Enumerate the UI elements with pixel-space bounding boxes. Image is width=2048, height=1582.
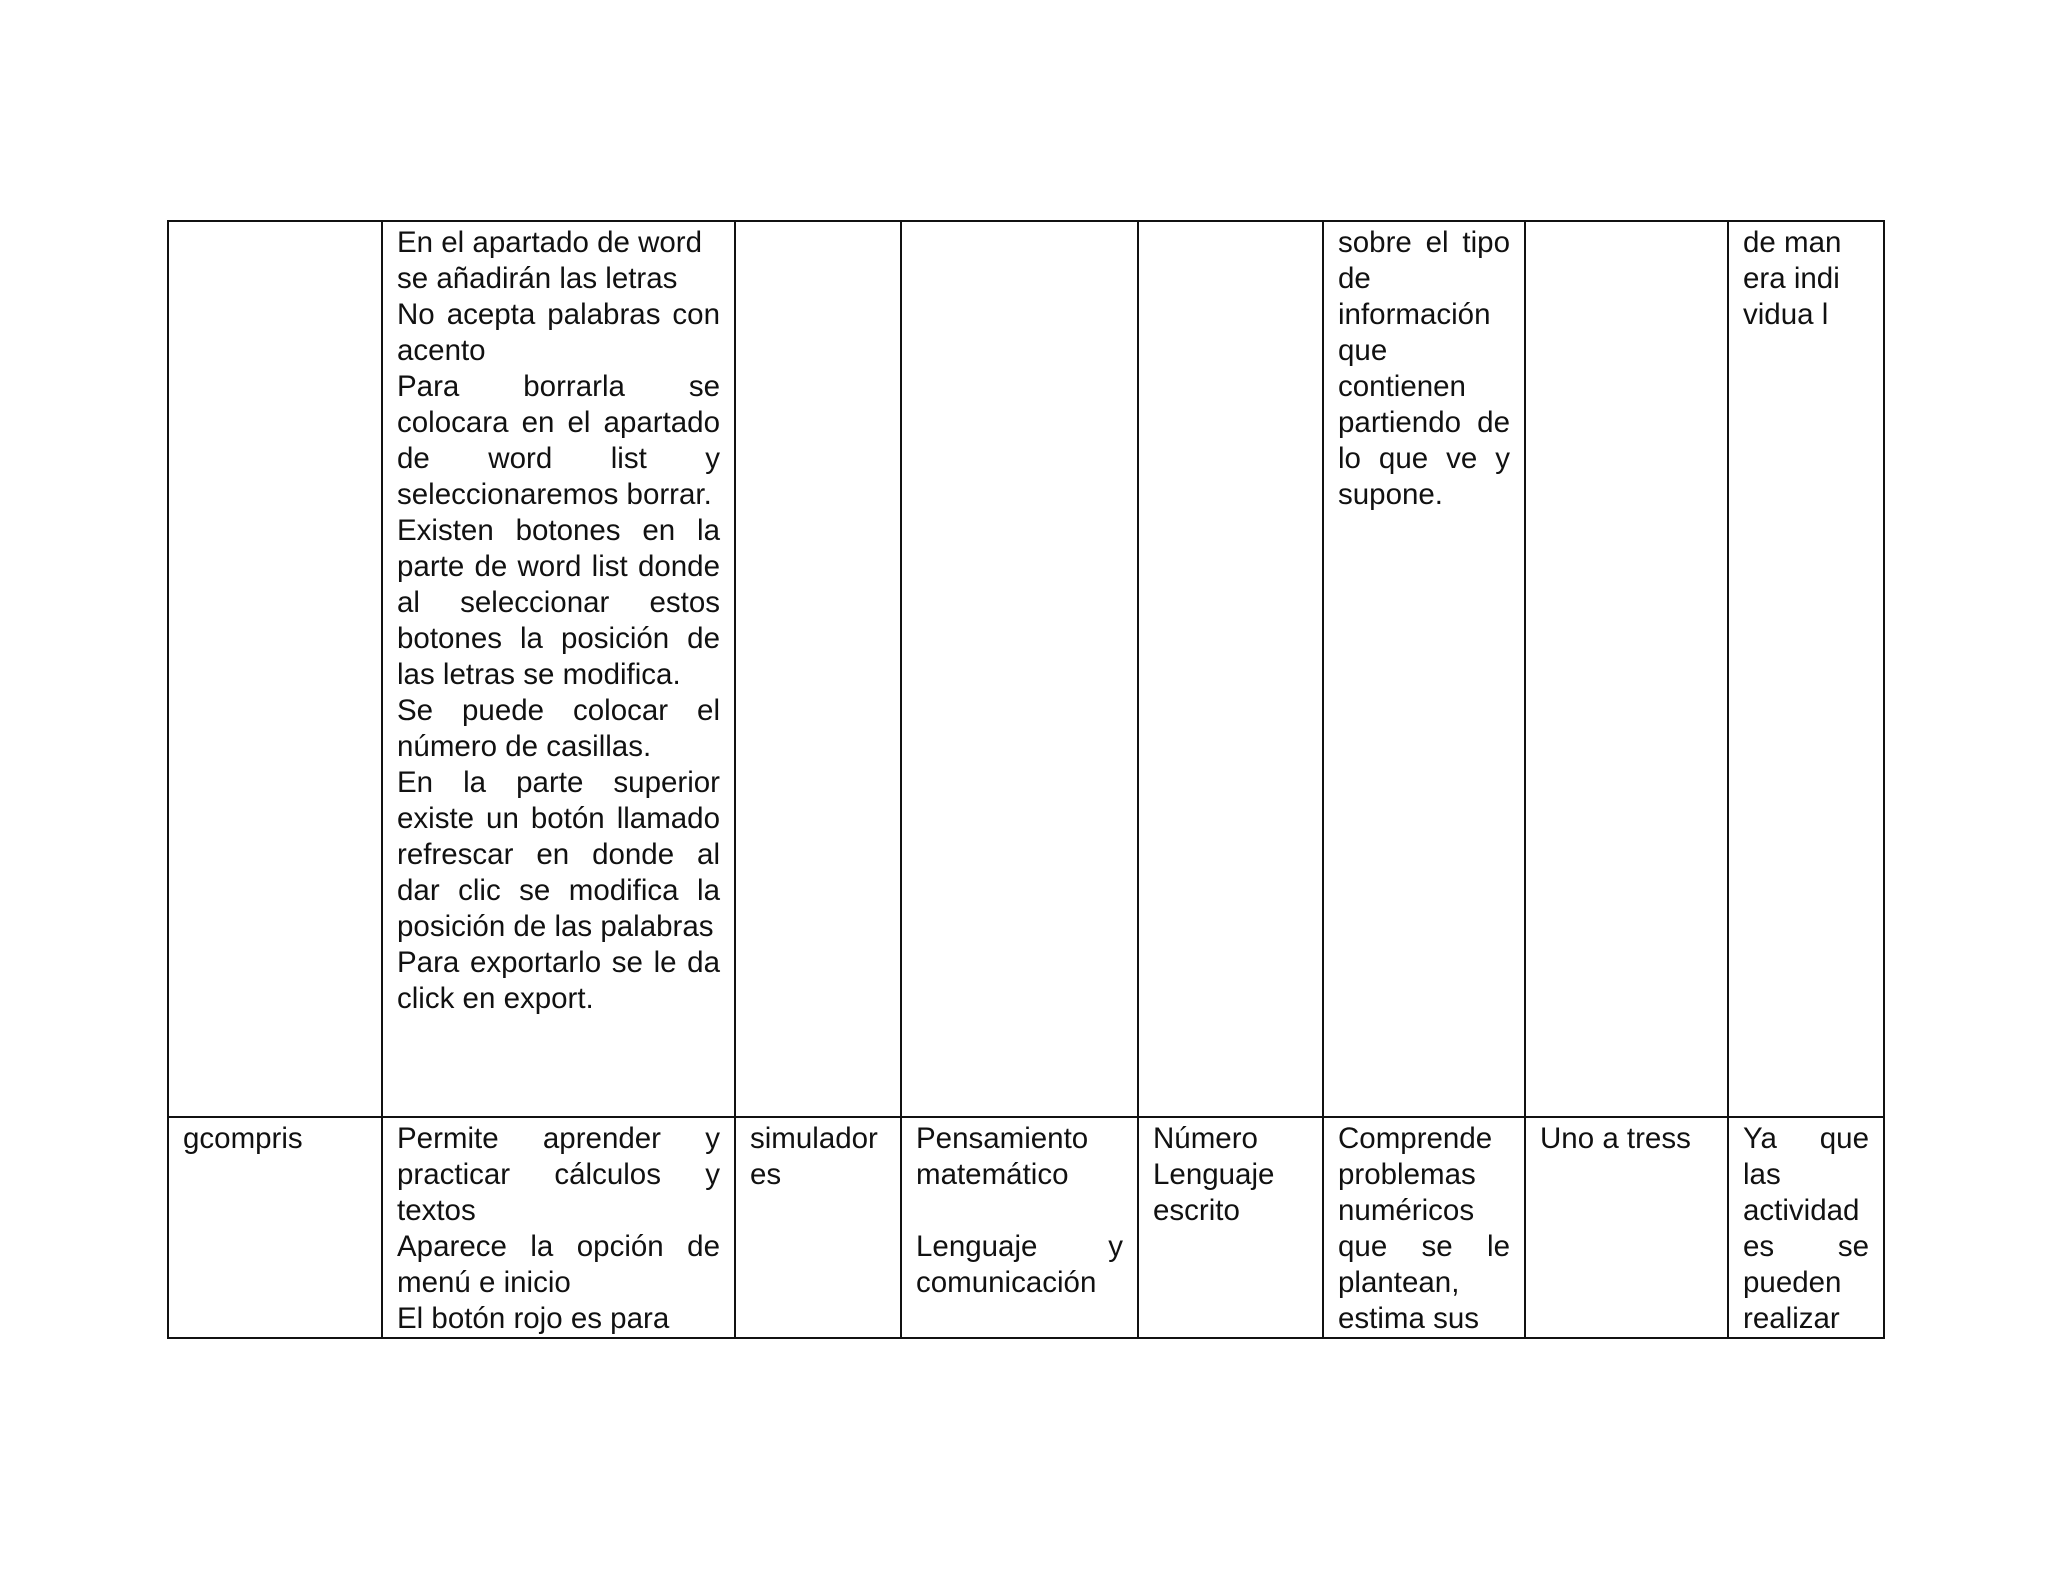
table-cell-aspect — [1138, 221, 1323, 1117]
cell-text: de manera individua l — [1743, 226, 1842, 331]
cell-text: Uno a tress — [1540, 1122, 1691, 1155]
spacer — [916, 1193, 1123, 1229]
table-cell-description — [382, 1117, 735, 1338]
table-cell-competence — [1323, 1117, 1525, 1338]
description-paragraph: Para borrarla se colocara en el apartado de word list y seleccionaremos borrar. — [397, 370, 720, 511]
table-row — [168, 1117, 1884, 1338]
cell-text: sobre el tipo de información que contienen partiendo de lo que ve y supone. — [1338, 226, 1510, 511]
table-cell-justification — [1728, 221, 1884, 1117]
cell-text: simulador es — [750, 1122, 878, 1191]
field-line: Lenguaje y comunicación — [916, 1230, 1123, 1299]
cell-text: Comprende problemas numéricos que se le plantean, estima sus — [1338, 1122, 1510, 1335]
table-cell-field — [901, 221, 1138, 1117]
table-cell-description — [382, 221, 735, 1117]
description-paragraph: Permite aprender y practicar cálculos y textos — [397, 1122, 720, 1227]
table-cell-users — [1525, 1117, 1728, 1338]
description-paragraph: Para exportarlo se le da click en export. — [397, 946, 720, 1015]
table-cell-tool — [168, 1117, 382, 1338]
field-line: Pensamiento matemático — [916, 1122, 1089, 1191]
table-cell-field — [901, 1117, 1138, 1338]
description-paragraph: Se puede colocar el número de casillas. — [397, 694, 720, 763]
description-paragraph: En el apartado de word se añadirán las letras — [397, 226, 703, 295]
table-cell-aspect — [1138, 1117, 1323, 1338]
description-paragraph: En la parte superior existe un botón llamado refrescar en donde al dar clic se modifica la posición de las palabras — [397, 766, 720, 943]
table-cell-tool — [168, 221, 382, 1117]
cell-text: Número Lenguaje escrito — [1153, 1122, 1275, 1227]
description-paragraph: El botón rojo es para — [397, 1302, 670, 1335]
table-cell-competence — [1323, 221, 1525, 1117]
table-cell-users — [1525, 221, 1728, 1117]
description-paragraph: Aparece la opción de menú e inicio — [397, 1230, 720, 1299]
table-cell-type — [735, 221, 901, 1117]
tool-name: gcompris — [183, 1122, 303, 1155]
cell-text: Ya que las actividad es se pueden realizar — [1743, 1122, 1869, 1335]
table-cell-justification — [1728, 1117, 1884, 1338]
description-paragraph: No acepta palabras con acento — [397, 298, 720, 367]
description-paragraph: Existen botones en la parte de word list donde al seleccionar estos botones la posición de las letras se modifica. — [397, 514, 720, 691]
table-row — [168, 221, 1884, 1117]
activity-table — [167, 220, 1885, 1339]
table-cell-type — [735, 1117, 901, 1338]
